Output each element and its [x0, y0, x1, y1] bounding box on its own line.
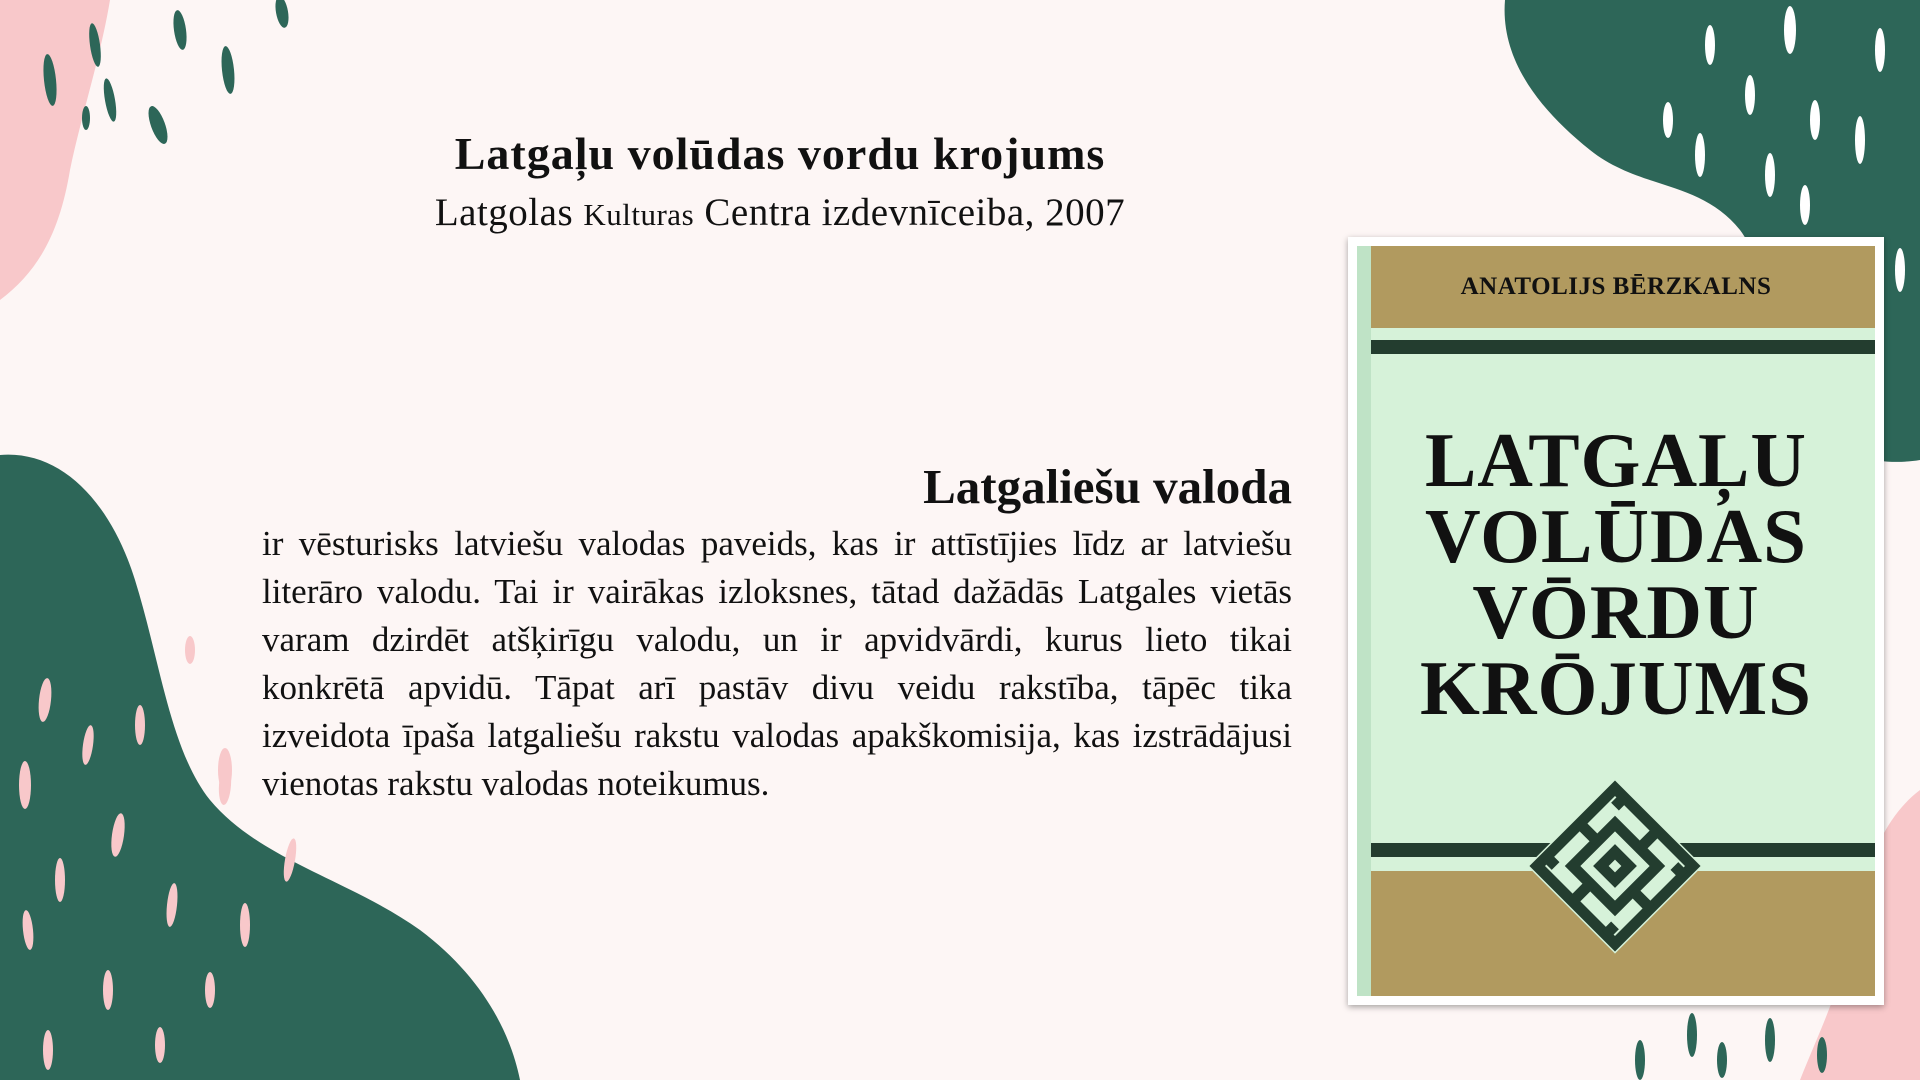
cover-face	[1357, 246, 1875, 996]
publisher-part-2: Kulturas	[583, 197, 695, 232]
publisher-part-1: Latgolas	[434, 191, 574, 234]
section-body: ir vēsturisks latviešu valodas paveids, kas ir attīstījies līdz ar latviešu literāro valodu. Tai ir vairākas izloksnes, tātad dažādās Latgales vietās varam dzirdēt atšķirīgu valodu, un ir apvidvārdi, kurus lieto tikai konkrētā apvidū. Tāpat arī pastāv divu veidu rakstība, tāpēc tika izveidota īpaša latgaliešu rakstu valodas apakškomisija, kas izstrādājusi vienotas rakstu valodas noteikumus.	[262, 524, 1292, 803]
green-strokes-bottom-right	[1635, 1013, 1827, 1080]
cover-top-band	[1357, 246, 1875, 328]
cover-title-line: LATGAĻU	[1424, 417, 1808, 503]
latvian-sun-cross-ornament-icon	[1525, 776, 1705, 956]
cover-title	[1357, 417, 1875, 731]
cover-top-rule	[1357, 340, 1875, 354]
book-cover-image	[1348, 237, 1884, 1005]
cover-title-line: KRŌJUMS	[1420, 645, 1812, 731]
book-publisher	[300, 190, 1260, 235]
cover-title-line: VOLŪDAS	[1425, 493, 1807, 579]
cover-spine	[1357, 246, 1371, 996]
cover-title-line: VŌRDU	[1472, 569, 1760, 655]
book-title: Latgaļu volūdas vordu krojums	[454, 128, 1106, 179]
publisher-part-3: Centra izdevnīceiba, 2007	[704, 191, 1126, 234]
cover-author: ANATOLIJS BĒRZKALNS	[1460, 273, 1772, 300]
section-heading: Latgaliešu valoda	[923, 459, 1292, 514]
